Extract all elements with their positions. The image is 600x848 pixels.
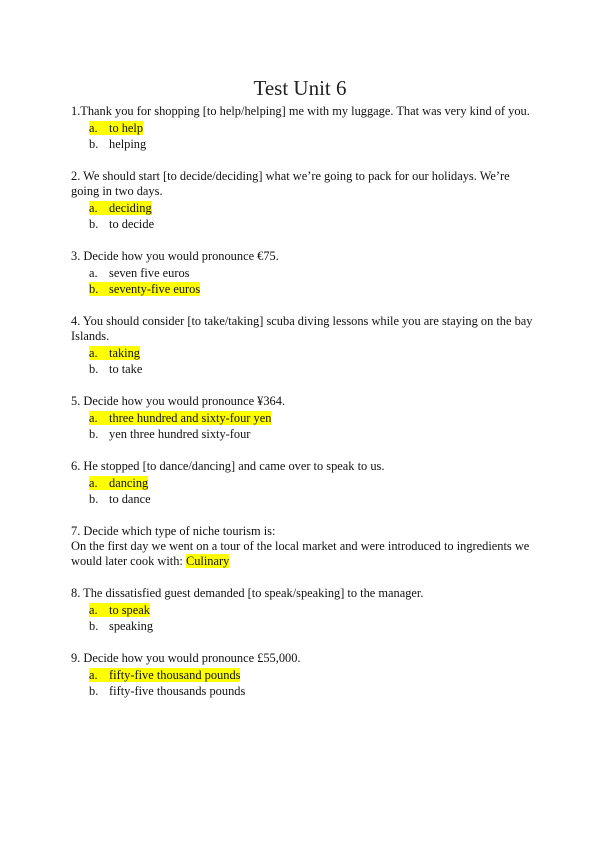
question-prompt: 9. Decide how you would pronounce £55,000. xyxy=(71,651,301,665)
page-title: Test Unit 6 xyxy=(253,76,347,100)
question-text xyxy=(71,249,533,264)
option-letter: b. xyxy=(89,427,99,441)
question-text xyxy=(71,104,533,119)
option-b xyxy=(71,426,533,442)
option-a xyxy=(71,410,533,426)
option-text: dancing xyxy=(109,476,149,490)
option-letter: b. xyxy=(89,217,99,231)
option-text: to decide xyxy=(109,217,155,231)
option-letter: a. xyxy=(89,476,98,490)
highlighted-option xyxy=(89,346,140,360)
option-letter: a. xyxy=(89,266,98,280)
question-prompt: 5. Decide how you would pronounce ¥364. xyxy=(71,394,286,408)
question-text xyxy=(71,651,533,666)
option-letter: b. xyxy=(89,137,99,151)
option-b xyxy=(71,683,533,699)
option-text: to dance xyxy=(109,492,151,506)
question-9 xyxy=(71,651,533,699)
option-content xyxy=(89,137,146,151)
option-letter: b. xyxy=(89,684,99,698)
option-letter: a. xyxy=(89,411,98,425)
question-1 xyxy=(71,104,533,152)
question-text xyxy=(71,459,533,474)
option-text: seventy-five euros xyxy=(109,282,201,296)
option-text: helping xyxy=(109,137,147,151)
option-text: taking xyxy=(109,346,140,360)
highlighted-option xyxy=(89,603,150,617)
option-letter: b. xyxy=(89,282,99,296)
option-text: seven five euros xyxy=(109,266,190,280)
option-list xyxy=(71,345,533,377)
option-list xyxy=(71,200,533,232)
question-prompt: 1.Thank you for shopping [to help/helping] me with my luggage. That was very kind of you. xyxy=(71,104,530,118)
question-prompt: 6. He stopped [to dance/dancing] and came over to speak to us. xyxy=(71,459,385,473)
question-text xyxy=(71,314,533,344)
highlighted-option xyxy=(89,282,200,296)
question-scenario xyxy=(71,539,533,569)
option-list xyxy=(71,602,533,634)
option-letter: a. xyxy=(89,346,98,360)
question-text xyxy=(71,586,533,601)
option-letter: a. xyxy=(89,603,98,617)
option-content xyxy=(89,684,245,698)
option-letter: b. xyxy=(89,492,99,506)
option-list xyxy=(71,475,533,507)
question-list xyxy=(71,104,533,716)
option-list xyxy=(71,410,533,442)
option-letter: a. xyxy=(89,121,98,135)
question-text xyxy=(71,394,533,409)
option-a xyxy=(71,667,533,683)
highlighted-option xyxy=(89,201,152,215)
question-text xyxy=(71,524,533,539)
option-letter: a. xyxy=(89,668,98,682)
option-text: fifty-five thousands pounds xyxy=(109,684,246,698)
option-text: to help xyxy=(109,121,144,135)
option-text: to speak xyxy=(109,603,150,617)
question-4 xyxy=(71,314,533,377)
option-a xyxy=(71,200,533,216)
option-text: three hundred and sixty-four yen xyxy=(109,411,272,425)
option-content xyxy=(89,217,154,231)
option-b xyxy=(71,361,533,377)
option-a xyxy=(71,265,533,281)
option-a xyxy=(71,602,533,618)
question-prompt: 2. We should start [to decide/deciding] what we’re going to pack for our holidays. We’re going in two days. xyxy=(71,169,510,198)
option-content xyxy=(89,619,153,633)
question-text xyxy=(71,169,533,199)
option-a xyxy=(71,475,533,491)
question-prompt: 3. Decide how you would pronounce €75. xyxy=(71,249,279,263)
question-6 xyxy=(71,459,533,507)
question-prompt: 4. You should consider [to take/taking] scuba diving lessons while you are staying on the bay Islands. xyxy=(71,314,533,343)
question-5 xyxy=(71,394,533,442)
option-text: speaking xyxy=(109,619,154,633)
question-prompt: 7. Decide which type of niche tourism is: xyxy=(71,524,276,538)
highlighted-option xyxy=(89,668,240,682)
option-content xyxy=(89,266,190,280)
option-b xyxy=(71,136,533,152)
option-b xyxy=(71,281,533,297)
option-text: fifty-five thousand pounds xyxy=(109,668,241,682)
scenario-text: On the first day we went on a tour of the local market and were introduced to ingredients we would later cook with: xyxy=(71,539,530,568)
option-content xyxy=(89,492,151,506)
option-text: yen three hundred sixty-four xyxy=(109,427,251,441)
option-a xyxy=(71,345,533,361)
option-list xyxy=(71,265,533,297)
option-b xyxy=(71,491,533,507)
highlighted-option xyxy=(89,476,148,490)
option-letter: a. xyxy=(89,201,98,215)
option-b xyxy=(71,618,533,634)
option-list xyxy=(71,120,533,152)
option-b xyxy=(71,216,533,232)
question-2 xyxy=(71,169,533,232)
option-content xyxy=(89,362,142,376)
option-content xyxy=(89,427,250,441)
option-letter: b. xyxy=(89,619,99,633)
question-7 xyxy=(71,524,533,569)
option-text: to take xyxy=(109,362,143,376)
question-prompt: 8. The dissatisfied guest demanded [to speak/speaking] to the manager. xyxy=(71,586,424,600)
highlighted-answer: Culinary xyxy=(185,554,230,568)
highlighted-option xyxy=(89,411,271,425)
option-list xyxy=(71,667,533,699)
option-a xyxy=(71,120,533,136)
option-text: deciding xyxy=(109,201,152,215)
question-3 xyxy=(71,249,533,297)
question-8 xyxy=(71,586,533,634)
highlighted-option xyxy=(89,121,143,135)
option-letter: b. xyxy=(89,362,99,376)
